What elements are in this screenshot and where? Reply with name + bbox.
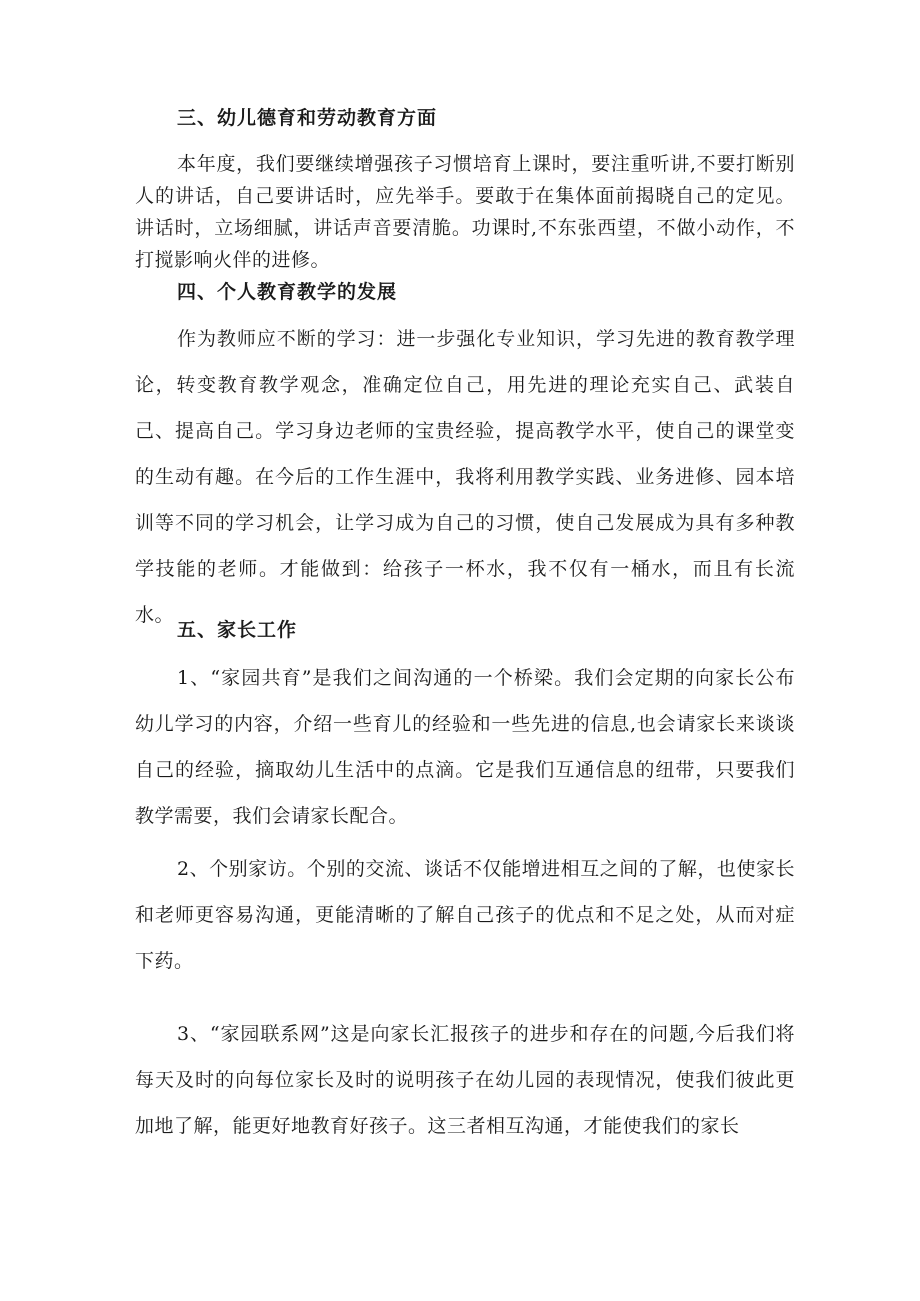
section-3-heading: 三、幼儿德育和劳动教育方面 — [177, 107, 438, 129]
section-3-paragraph: 本年度，我们要继续增强孩子习惯培育上课时，要注重听讲,不要打断别人的讲话，自己要讲话时，应先举手。要敢于在集体面前揭晓自己的定见。讲话时，立场细腻，讲话声音要清脆。功课时,不东张西望，不做小动作，不打搅影响火伴的进修。 — [135, 153, 795, 271]
section-5-heading: 五、家长工作 — [177, 619, 298, 641]
section-5-item-1: 1、“家园共育”是我们之间沟通的一个桥梁。我们会定期的向家长公布幼儿学习的内容，介绍一些育儿的经验和一些先进的信息,也会请家长来谈谈自己的经验，摘取幼儿生活中的点滴。它是我们互通信息的纽带，只要我们教学需要，我们会请家长配合。 — [135, 667, 795, 827]
section-5-item-2: 2、个别家访。个别的交流、谈话不仅能增进相互之间的了解，也使家长和老师更容易沟通，更能清晰的了解自己孩子的优点和不足之处，从而对症下药。 — [135, 858, 795, 972]
section-4-heading: 四、个人教育教学的发展 — [177, 281, 398, 303]
section-5-item-3: 3、“家园联系网”这是向家长汇报孩子的进步和存在的问题,今后我们将每天及时的向每位家长及时的说明孩子在幼儿园的表现情况，使我们彼此更加地了解，能更好地教育好孩子。这三者相互沟通，才能使我们的家长 — [135, 1023, 795, 1137]
section-4-paragraph: 作为教师应不断的学习：进一步强化专业知识，学习先进的教育教学理论，转变教育教学观念，准确定位自己，用先进的理论充实自己、武装自己、提高自己。学习身边老师的宝贵经验，提高教学水平，使自己的课堂变的生动有趣。在今后的工作生涯中，我将利用教学实践、业务进修、园本培训等不同的学习机会，让学习成为自己的习惯，使自己发展成为具有多种教学技能的老师。才能做到：给孩子一杯水，我不仅有一桶水，而且有长流水。 — [135, 328, 795, 626]
